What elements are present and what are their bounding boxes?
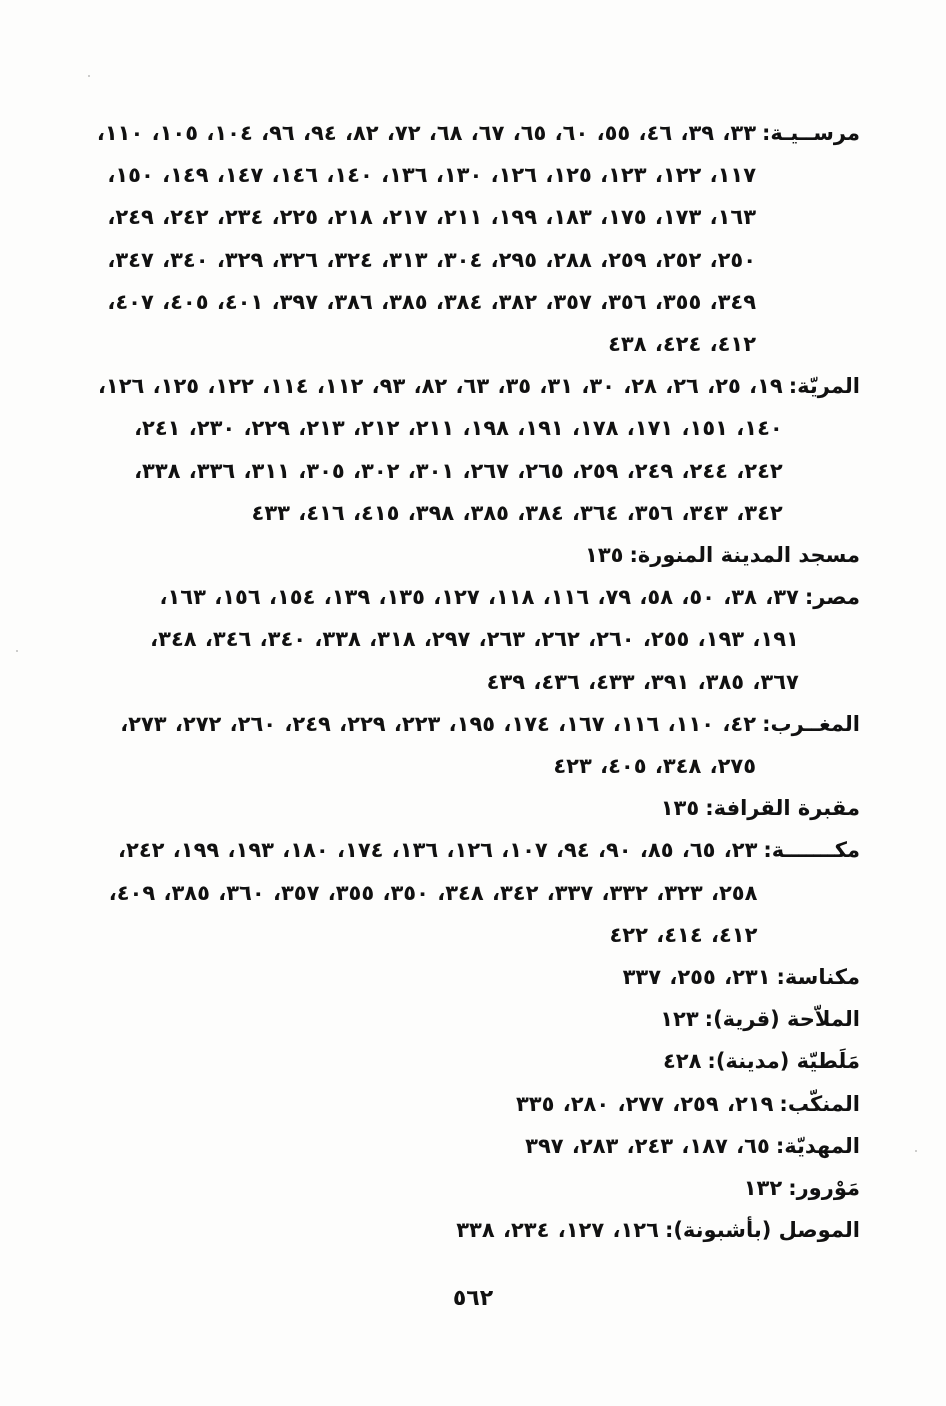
index-entry-almunecar: [76, 1083, 860, 1125]
page-refs-line: ٣٦٧، ٣٨٥، ٣٩١، ٤٣٣، ٤٣٦، ٤٣٩: [486, 669, 799, 694]
entry-name: مكناسة:: [776, 965, 860, 990]
index-entry-almeria: [76, 365, 860, 534]
entry-page-refs: [76, 829, 757, 956]
scan-speck: [915, 1150, 917, 1152]
page-number: ٥٦٢: [452, 1286, 494, 1311]
index-entry-meknes: [76, 956, 860, 998]
index-entry-malatya: [76, 1040, 860, 1082]
page-refs-line: ٤١٢، ٤٢٤، ٤٣٨: [608, 332, 757, 357]
entry-name: الموصل (بأشبونة):: [664, 1218, 860, 1243]
page-refs-line: ٣٤٩، ٣٥٥، ٣٥٦، ٣٥٧، ٣٨٢، ٣٨٤، ٣٨٥، ٣٨٦، ٣٩٧، ٤٠١، ٤٠٥، ٤٠٧،: [107, 289, 757, 314]
page-refs-line: ١٤٠، ١٥١، ١٧١، ١٧٨، ١٩١، ١٩٨، ٢١١، ٢١٢، ٢١٣، ٢٢٩، ٢٣٠، ٢٤١،: [134, 416, 783, 441]
page-refs-line: ٤٢، ١١٠، ١١٦، ١٦٧، ١٧٤، ١٩٥، ٢٢٣، ٢٢٩، ٢٤٩، ٢٦٠، ٢٧٢، ٢٧٣،: [120, 711, 757, 736]
entry-page-refs: [76, 703, 756, 787]
page-refs-line: ١٢٦، ١٢٧، ٢٣٤، ٣٣٨: [456, 1218, 659, 1243]
page-refs-line: ٣٣، ٣٩، ٤٦، ٥٥، ٦٠، ٦٥، ٦٧، ٦٨، ٧٢، ٨٢، ٩٤، ٩٦، ١٠٤، ١٠٥، ١١٠،: [96, 121, 757, 145]
page-refs-line: ٢٣١، ٢٥٥، ٣٣٧: [622, 965, 771, 990]
index-entry-maghreb: [76, 703, 860, 787]
page-refs-line: ٢٧٥، ٣٤٨، ٤٠٥، ٤٢٣: [553, 754, 757, 779]
page-refs-line: ٤١٢، ٤١٤، ٤٢٢: [609, 922, 758, 947]
index-entry-qarafa-cemetery: [76, 787, 860, 829]
entry-name: الملاّحة (قرية):: [704, 1007, 860, 1032]
page-refs-line: ١٢٣: [660, 1007, 699, 1032]
entry-name: مسجد المدينة المنورة:: [629, 543, 860, 568]
entry-page-refs: [76, 1040, 701, 1082]
entry-page-refs: [76, 1167, 782, 1209]
page-refs-line: ١٣٥: [585, 543, 624, 568]
scan-speck: [16, 650, 18, 652]
entry-name: المريّة:: [788, 374, 860, 399]
page-refs-line: ٣٤٢، ٣٤٣، ٣٥٦، ٣٦٤، ٣٨٤، ٣٨٥، ٣٩٨، ٤١٥، ٤١٦، ٤٣٣: [251, 500, 783, 525]
page-refs-line: ٣٧، ٣٨، ٥٠، ٥٨، ٧٩، ١١٦، ١١٨، ١٢٧، ١٣٥، ١٣٩، ١٥٤، ١٥٦، ١٦٣،: [159, 585, 799, 610]
entry-name: مَلَطيّة (مدينة):: [707, 1049, 860, 1074]
page-refs-line: ١٩١، ١٩٣، ٢٥٥، ٢٦٠، ٢٦٢، ٢٦٣، ٢٩٧، ٣١٨، ٣٣٨، ٣٤٠، ٣٤٦، ٣٤٨،: [150, 627, 799, 652]
index-entry-mosul: [76, 1209, 860, 1251]
entry-page-refs: [76, 534, 623, 576]
index-entry-egypt: [76, 576, 860, 703]
index-entry-moron: [76, 1167, 860, 1209]
entry-page-refs: [76, 1083, 773, 1125]
index-entry-mahdia: [76, 1125, 860, 1167]
page-refs-line: ٦٥، ١٨٧، ٢٤٣، ٢٨٣، ٣٩٧: [525, 1133, 770, 1158]
page-refs-line: ١١٧، ١٢٢، ١٢٣، ١٢٥، ١٢٦، ١٣٠، ١٣٦، ١٤٠، ١٤٦، ١٤٧، ١٤٩، ١٥٠،: [107, 163, 757, 188]
page-refs-line: ٢٣، ٦٥، ٨٥، ٩٠، ٩٤، ١٠٧، ١٢٦، ١٣٦، ١٧٤، ١٨٠، ١٩٣، ١٩٩، ٢٤٢،: [118, 838, 758, 863]
entry-page-refs: [76, 365, 783, 534]
index-entry-medina-mosque: [76, 534, 860, 576]
entry-page-refs: [76, 998, 699, 1040]
page-refs-line: ٢١٩، ٢٥٩، ٢٧٧، ٢٨٠، ٣٣٥: [515, 1091, 774, 1116]
entry-name: المغــرب:: [762, 711, 860, 736]
page-refs-line: ٢٤٢، ٢٤٤، ٢٤٩، ٢٥٩، ٢٦٥، ٢٦٧، ٣٠١، ٣٠٢، ٣٠٥، ٣١١، ٣٣٦، ٣٣٨،: [134, 458, 783, 483]
page-refs-line: ١٣٥: [660, 796, 700, 821]
entry-name: مَوْرور:: [788, 1176, 860, 1201]
scan-speck: [88, 75, 90, 77]
entry-page-refs: [76, 576, 799, 703]
page-refs-line: ١٩، ٢٥، ٢٦، ٢٨، ٣٠، ٣١، ٣٥، ٦٣، ٨٢، ٩٣، ١١٢، ١١٤، ١٢٢، ١٢٥، ١٢٦،: [97, 374, 783, 399]
index-entry-murcia: [76, 112, 860, 365]
entry-page-refs: [76, 787, 699, 829]
entry-page-refs: [76, 1209, 659, 1251]
index-entry-mecca: [76, 829, 860, 956]
page-refs-line: ٤٢٨: [662, 1049, 702, 1074]
entry-page-refs: [76, 112, 756, 365]
entry-page-refs: [76, 1125, 770, 1167]
entry-name: المهديّة:: [775, 1133, 860, 1158]
index-entry-mallaha: [76, 998, 860, 1040]
place-index-list: [76, 112, 860, 1251]
entry-name: مصر:: [804, 585, 860, 610]
page-refs-line: ١٦٣، ١٧٣، ١٧٥، ١٨٣، ١٩٩، ٢١١، ٢١٧، ٢١٨، ٢٢٥، ٢٣٤، ٢٤٢، ٢٤٩،: [107, 205, 757, 230]
entry-name: المنكّب:: [779, 1091, 860, 1116]
page-refs-line: ١٣٢: [743, 1176, 783, 1201]
entry-name: مكـــــــة:: [763, 838, 860, 863]
page-refs-line: ٢٥٠، ٢٥٢، ٢٥٩، ٢٨٨، ٢٩٥، ٣٠٤، ٣١٣، ٣٢٤، ٣٢٦، ٣٢٩، ٣٤٠، ٣٤٧،: [107, 247, 757, 272]
entry-name: مرســيـة:: [762, 121, 860, 145]
page-refs-line: ٢٥٨، ٣٢٣، ٣٣٢، ٣٣٧، ٣٤٢، ٣٤٨، ٣٥٠، ٣٥٥، ٣٥٧، ٣٦٠، ٣٨٥، ٤٠٩،: [108, 880, 758, 905]
entry-page-refs: [76, 956, 771, 998]
entry-name: مقبرة القرافة:: [705, 796, 860, 821]
